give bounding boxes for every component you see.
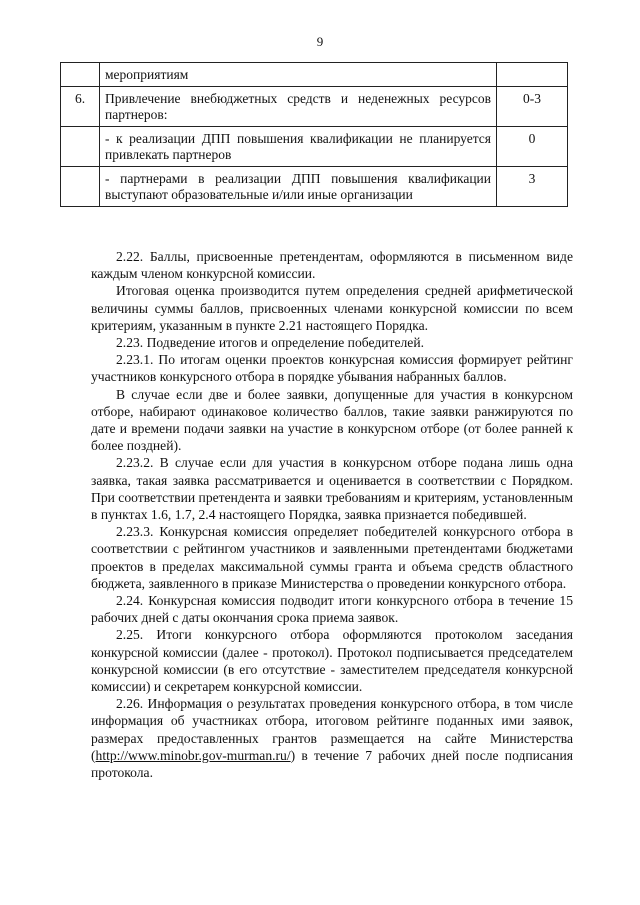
row-number: 6. — [61, 87, 100, 127]
paragraph-2-26-start: 2.26. Информация о результатах проведения конкурсного отбора, в том числе информация об участниках отбора, итоговом рейтинге поданных ими заявок, размерах предоставленных грантов размещается на сайте Министерства ( — [91, 696, 573, 763]
row-score — [497, 63, 568, 87]
paragraph-2-23: 2.23. Подведение итогов и определение победителей. — [116, 335, 424, 351]
paragraph-2-24: 2.24. Конкурсная комиссия подводит итоги конкурсного отбора в течение 15 рабочих дней с даты окончания срока приема заявок. — [91, 593, 573, 626]
paragraph-final-score: Итоговая оценка производится путем определения средней арифметической величины суммы баллов, присвоенных членами конкурсной комиссии по всем критериям, указанным в пункте 2.21 настоящего Порядка. — [91, 283, 573, 333]
row-score: 0-3 — [497, 87, 568, 127]
row-score: 0 — [497, 127, 568, 167]
paragraph-2-23-2: 2.23.2. В случае если для участия в конкурсном отборе подана лишь одна заявка, такая заявка рассматривается и оценивается в соответствии с Порядком. При соответствии претендента и заявки требованиям и критериям, установленным в пунктах 1.6, 1.7, 2.4 настоящего Порядка, заявка признается победившей. — [91, 455, 573, 523]
paragraph-2-22: 2.22. Баллы, присвоенные претендентам, оформляются в письменном виде каждым членом конкурсной комиссии. — [91, 249, 573, 282]
row-description: - к реализации ДПП повышения квалификации не планируется привлекать партнеров — [100, 127, 497, 167]
ministry-website-link[interactable]: http://www.minobr.gov-murman.ru/ — [95, 747, 291, 763]
page-number: 9 — [316, 34, 324, 49]
paragraph-2-26-end: ) в течение 7 рабочих дней после подписания протокола. — [91, 747, 573, 781]
criteria-table — [60, 62, 568, 207]
row-description: Привлечение внебюджетных средств и неденежных ресурсов партнеров: — [100, 87, 497, 127]
paragraph-2-23-1: 2.23.1. По итогам оценки проектов конкурсная комиссия формирует рейтинг участников конкурсного отбора в порядке убывания набранных баллов. — [91, 352, 573, 385]
table-row — [61, 167, 568, 207]
paragraph-2-23-3: 2.23.3. Конкурсная комиссия определяет победителей конкурсного отбора в соответствии с рейтингом участников и заявленными претендентами бюджетами проектов в пределах максимальной суммы гранта и объема средств областного бюджета, заявленного в приказе Министерства о проведении конкурсного отбора. — [91, 524, 573, 591]
table-row — [61, 127, 568, 167]
row-score: 3 — [497, 167, 568, 207]
row-description: - партнерами в реализации ДПП повышения квалификации выступают образовательные и/или иные организации — [100, 167, 497, 207]
table-row — [61, 63, 568, 87]
document-body — [91, 248, 573, 781]
paragraph-2-26 — [91, 695, 573, 781]
row-description: мероприятиям — [100, 63, 497, 87]
row-number — [61, 63, 100, 87]
row-number — [61, 127, 100, 167]
paragraph-equal-scores: В случае если две и более заявки, допущенные для участия в конкурсном отборе, набирают одинаковое количество баллов, такие заявки ранжируются по дате и времени подачи заявки на участие в конкурсном отборе (от более ранней к более поздней). — [91, 386, 573, 454]
paragraph-2-25: 2.25. Итоги конкурсного отбора оформляются протоколом заседания конкурсной комиссии (далее - протокол). Протокол подписывается председателем конкурсной комиссии (в его отсутствие - заместителем председателя конкурсной комиссии) и секретарем конкурсной комиссии. — [91, 627, 573, 695]
table-row — [61, 87, 568, 127]
row-number — [61, 167, 100, 207]
